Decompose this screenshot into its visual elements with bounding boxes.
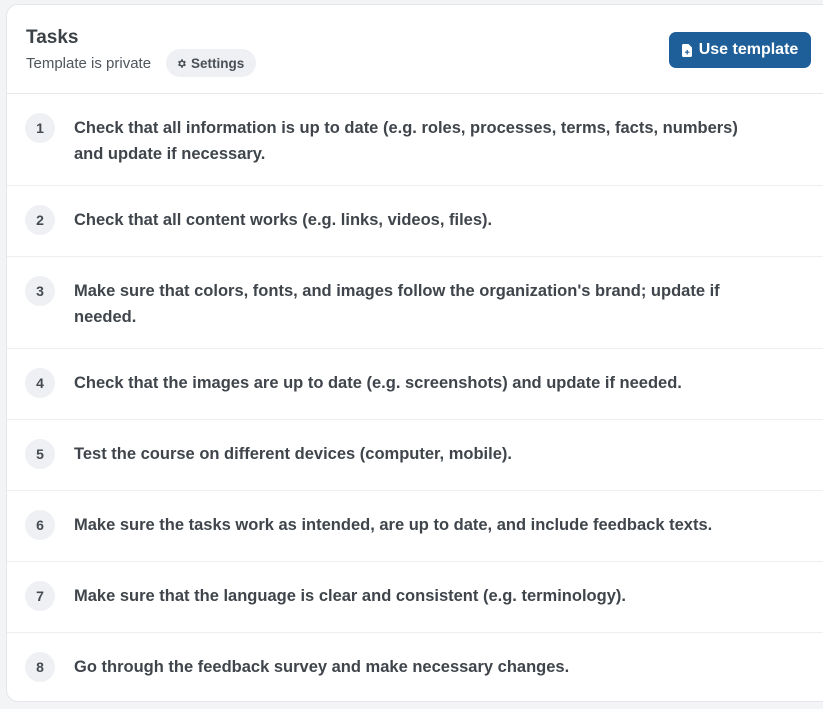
task-number: 4 <box>25 368 55 398</box>
tasks-panel <box>6 4 823 702</box>
task-text: Check that the images are up to date (e.g. screenshots) and update if needed. <box>74 374 682 392</box>
task-item <box>7 349 823 420</box>
use-template-label: Use template <box>698 41 799 58</box>
task-number: 1 <box>25 113 55 143</box>
task-text: Go through the feedback survey and make necessary changes. <box>74 658 570 676</box>
privacy-status: Template is private <box>26 55 152 72</box>
use-template-button[interactable] <box>669 32 811 68</box>
settings-button[interactable] <box>166 49 256 77</box>
task-text: Make sure that colors, fonts, and images follow the organization's brand; update if needed. <box>74 282 720 326</box>
task-text: Make sure that the language is clear and consistent (e.g. terminology). <box>74 587 626 605</box>
task-text: Make sure the tasks work as intended, are up to date, and include feedback texts. <box>74 516 713 534</box>
task-number: 6 <box>25 510 55 540</box>
task-item <box>7 94 823 186</box>
task-item <box>7 257 823 349</box>
task-text: Test the course on different devices (computer, mobile). <box>74 445 512 463</box>
task-item <box>7 186 823 257</box>
task-number: 3 <box>25 276 55 306</box>
task-text: Check that all information is up to date (e.g. roles, processes, terms, facts, numbers) and update if necessary. <box>74 119 738 163</box>
page-title: Tasks <box>26 27 79 48</box>
task-item <box>7 633 823 702</box>
panel-header <box>7 5 823 94</box>
task-number: 5 <box>25 439 55 469</box>
task-text: Check that all content works (e.g. links, videos, files). <box>74 211 493 229</box>
task-item <box>7 562 823 633</box>
gear-icon <box>176 58 187 69</box>
task-list <box>7 94 823 702</box>
settings-label: Settings <box>191 55 245 71</box>
document-add-icon <box>682 44 693 57</box>
task-number: 7 <box>25 581 55 611</box>
task-item <box>7 420 823 491</box>
task-item <box>7 491 823 562</box>
task-number: 8 <box>25 652 55 682</box>
task-number: 2 <box>25 205 55 235</box>
